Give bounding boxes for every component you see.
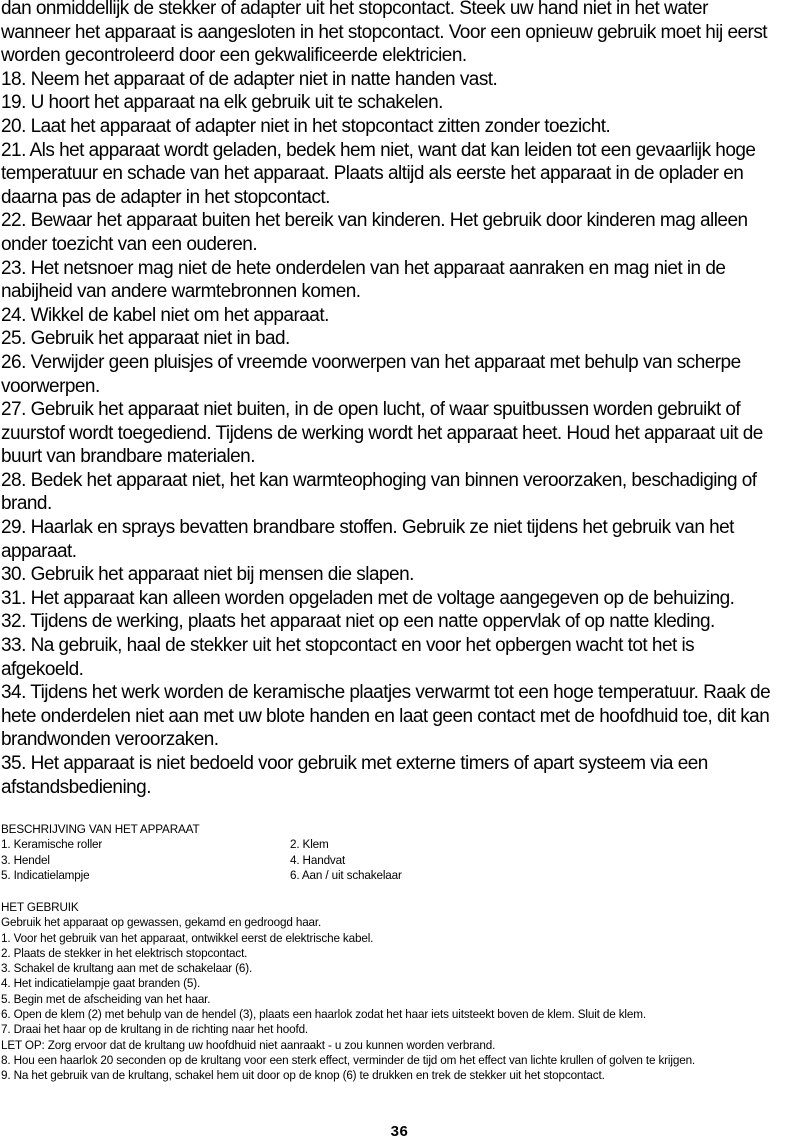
usage-line: 3. Schakel de krultang aan met de schakelaar (6). <box>1 961 253 976</box>
safety-item: 22. Bewaar het apparaat buiten het bereik van kinderen. Het gebruik door kinderen mag alleen onder toezicht van een ouderen. <box>1 209 748 255</box>
usage-section <box>1 900 766 1084</box>
safety-item: 32. Tijdens de werking, plaats het apparaat niet op een natte oppervlak of op natte kleding. <box>1 610 715 633</box>
usage-line: 7. Draai het haar op de krultang in de richting naar het hoofd. <box>1 1022 309 1037</box>
safety-item: 19. U hoort het apparaat na elk gebruik uit te schakelen. <box>1 91 443 114</box>
safety-item: 26. Verwijder geen pluisjes of vreemde voorwerpen van het apparaat met behulp van scherpe voorwerpen. <box>1 350 741 397</box>
safety-instructions <box>1 0 774 799</box>
parts-row <box>1 868 766 883</box>
safety-item: 28. Bedek het apparaat niet, het kan warmteophoging van binnen veroorzaken, beschadiging of brand. <box>1 468 757 515</box>
usage-line: 9. Na het gebruik van de krultang, schakel hem uit door op de knop (6) te drukken en trek de stekker uit het stopcontact. <box>1 1068 605 1083</box>
usage-line: 6. Open de klem (2) met behulp van de hendel (3), plaats een haarlok zodat het haar iets uitsteekt boven de klem. Sluit de klem. <box>1 1007 646 1022</box>
usage-heading: HET GEBRUIK <box>1 900 79 914</box>
description-heading: BESCHRIJVING VAN HET APPARAAT <box>1 822 200 836</box>
part-label: 6. Aan / uit schakelaar <box>289 867 402 882</box>
safety-item: 30. Gebruik het apparaat niet bij mensen die slapen. <box>1 563 414 586</box>
part-label: 3. Hendel <box>1 852 50 867</box>
safety-item: 20. Laat het apparaat of adapter niet in het stopcontact zitten zonder toezicht. <box>1 114 611 137</box>
usage-line: 1. Voor het gebruik van het apparaat, ontwikkel eerst de elektrische kabel. <box>1 930 374 945</box>
page-number: 36 <box>390 1123 409 1140</box>
safety-item: 23. Het netsnoer mag niet de hete onderdelen van het apparaat aanraken en mag niet in de nabijheid van andere warmtebronnen komen. <box>1 256 726 303</box>
safety-item: 29. Haarlak en sprays bevatten brandbare stoffen. Gebruik ze niet tijdens het gebruik van het apparaat. <box>1 516 734 562</box>
usage-line: 2. Plaats de stekker in het elektrisch stopcontact. <box>1 945 248 960</box>
safety-item: 31. Het apparaat kan alleen worden opgeladen met de voltage aangegeven op de behuizing. <box>1 586 735 609</box>
usage-warning: LET OP: Zorg ervoor dat de krultang uw hoofdhuid niet aanraakt - u zou kunnen worden verbrand. <box>1 1037 496 1052</box>
safety-item: 34. Tijdens het werk worden de keramische plaatjes verwarmt tot een hoge temperatuur. Raak de hete onderdelen niet aan met uw blote handen en laat geen contact met de hoofdhuid toe, dit kan brandwonden veroorzaken. <box>1 681 771 751</box>
intro-paragraph: dan onmiddellijk de stekker of adapter uit het stopcontact. Steek uw hand niet in het water wanneer het apparaat is aangesloten in het stopcontact. Voor een opnieuw gebruik moet hij eerst worden gecontroleerd door een gekwalificeerde elektricien. <box>1 0 768 67</box>
part-label: 5. Indicatielampje <box>1 867 90 882</box>
safety-item: 21. Als het apparaat wordt geladen, bedek hem niet, want dat kan leiden tot een gevaarlijk hoge temperatuur en schade van het apparaat. Plaats altijd als eerste het apparaat in de oplader en daarna pas de adapter in het stopcontact. <box>1 138 756 208</box>
parts-row <box>1 853 766 868</box>
parts-row <box>1 837 766 852</box>
part-label: 4. Handvat <box>289 852 346 867</box>
usage-line: 8. Hou een haarlok 20 seconden op de krultang voor een sterk effect, verminder de tijd om het effect van lichte krullen of golven te krijgen. <box>1 1052 696 1067</box>
safety-item: 35. Het apparaat is niet bedoeld voor gebruik met externe timers of apart systeem via een afstandsbediening. <box>1 752 708 798</box>
safety-item: 24. Wikkel de kabel niet om het apparaat. <box>1 303 329 326</box>
safety-item: 25. Gebruik het apparaat niet in bad. <box>1 327 290 350</box>
safety-item: 27. Gebruik het apparaat niet buiten, in de open lucht, of waar spuitbussen worden gebruikt of zuurstof wordt toegediend. Tijdens de werking wordt het apparaat heet. Houd het apparaat uit de buurt van brandbare materialen. <box>1 398 763 468</box>
usage-line: Gebruik het apparaat op gewassen, gekamd en gedroogd haar. <box>1 915 322 930</box>
usage-line: 5. Begin met de afscheiding van het haar. <box>1 991 211 1006</box>
device-description <box>1 822 766 883</box>
part-label: 2. Klem <box>289 837 329 852</box>
usage-line: 4. Het indicatielampje gaat branden (5). <box>1 976 201 991</box>
safety-item: 33. Na gebruik, haal de stekker uit het stopcontact en voor het opbergen wacht tot het is afgekoeld. <box>1 634 695 680</box>
safety-item: 18. Neem het apparaat of de adapter niet in natte handen vast. <box>1 67 498 90</box>
part-label: 1. Keramische roller <box>1 837 103 852</box>
